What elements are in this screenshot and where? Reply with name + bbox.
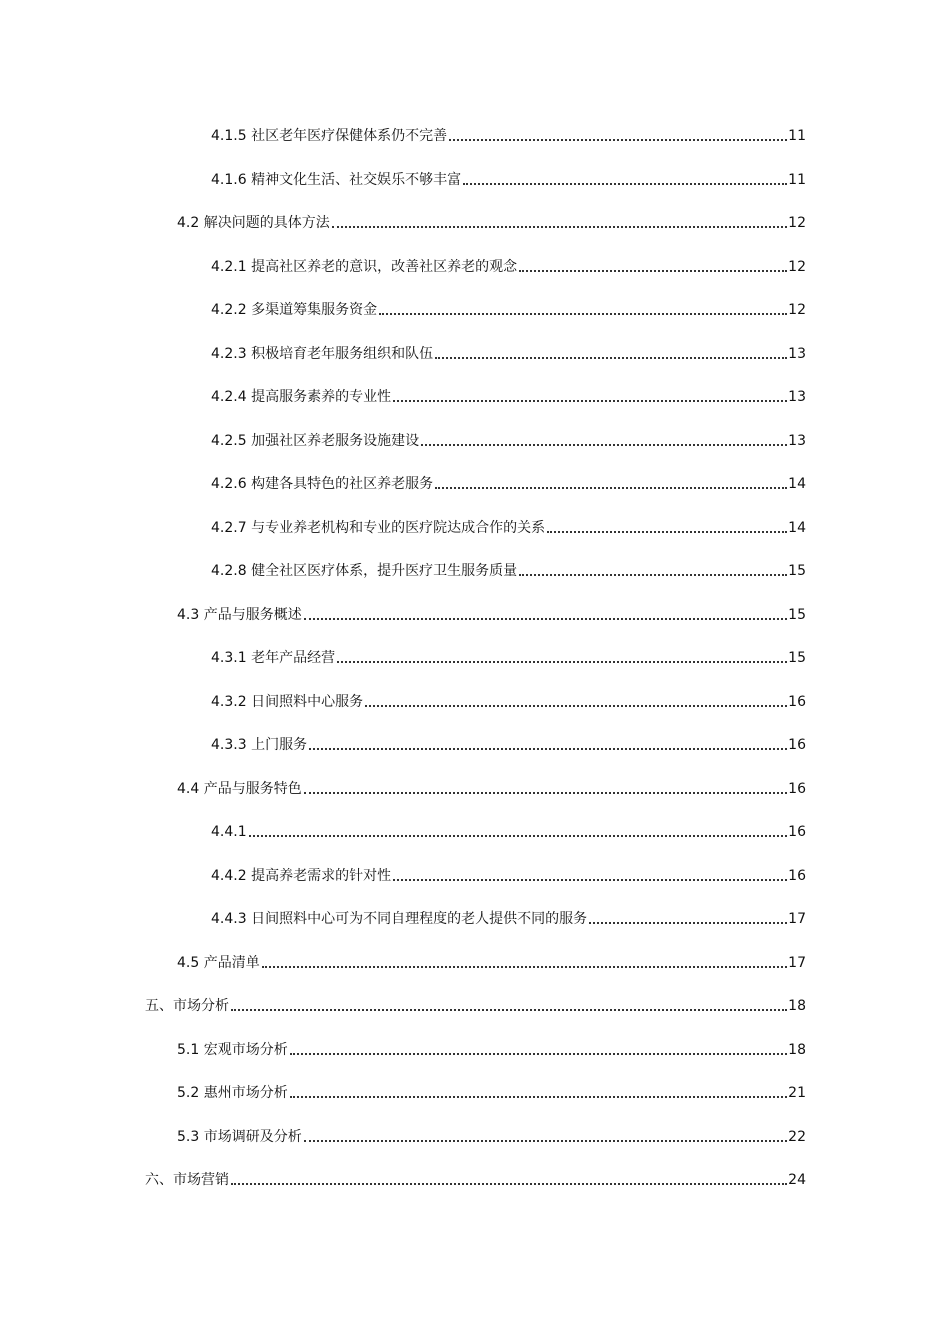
toc-dot-leader [304,792,787,794]
toc-entry-title: 4.4.3 日间照料中心可为不同自理程度的老人提供不同的服务 [211,911,588,927]
toc-dot-leader [304,1140,787,1142]
toc-page-number: 11 [788,128,806,144]
toc-entry[interactable] [0,431,950,451]
toc-entry[interactable] [0,953,950,973]
toc-page-number: 15 [788,650,806,666]
toc-page-number: 16 [788,824,806,840]
toc-entry[interactable] [0,300,950,320]
toc-dot-leader [309,748,787,750]
toc-page-number: 13 [788,432,806,449]
toc-entry-title: 4.4.1 [211,824,247,840]
toc-dot-leader [449,139,787,141]
toc-page-number: 12 [788,215,806,231]
toc-page-number: 21 [788,1085,806,1101]
toc-entry[interactable] [0,213,950,233]
toc-entry-title: 4.2 解决问题的具体方法 [177,215,330,231]
toc-entry-title: 4.2.4 提高服务素养的专业性 [211,389,392,405]
toc-entry[interactable] [0,996,950,1016]
toc-entry[interactable] [0,605,950,625]
toc-entry-title: 5.3 市场调研及分析 [177,1128,302,1145]
toc-page-number: 18 [788,998,806,1014]
toc-entry[interactable] [0,561,950,581]
toc-dot-leader [290,1053,787,1055]
toc-page-number: 16 [788,737,806,753]
toc-entry[interactable] [0,735,950,755]
toc-entry[interactable] [0,866,950,886]
toc-page-number: 11 [788,171,806,188]
toc-entry-title: 4.5 产品清单 [177,954,260,971]
toc-entry-title: 4.2.1 提高社区养老的意识，改善社区养老的观念 [211,258,518,275]
toc-dot-leader [231,1183,787,1185]
toc-entry[interactable] [0,1040,950,1060]
toc-entry[interactable] [0,474,950,494]
toc-dot-leader [249,835,788,837]
toc-dot-leader [304,618,787,620]
toc-entry-title: 4.3 产品与服务概述 [177,606,302,623]
toc-entry[interactable] [0,344,950,364]
toc-page-number: 13 [788,345,806,362]
toc-dot-leader [463,183,787,185]
toc-entry-title: 4.3.3 上门服务 [211,737,308,753]
toc-dot-leader [519,574,787,576]
toc-dot-leader [435,487,787,489]
toc-dot-leader [547,531,787,533]
toc-entry-title: 4.3.2 日间照料中心服务 [211,693,364,710]
toc-entry-title: 4.4.2 提高养老需求的针对性 [211,867,392,884]
toc-entry[interactable] [0,170,950,190]
toc-page-number: 16 [788,867,806,884]
toc-entry[interactable] [0,648,950,668]
toc-dot-leader [231,1009,787,1011]
toc-page-number: 24 [788,1172,806,1188]
toc-entry[interactable] [0,822,950,842]
toc-entry-title: 4.1.5 社区老年医疗保健体系仍不完善 [211,128,448,144]
toc-page-number: 17 [788,954,806,971]
toc-entry-title: 4.1.6 精神文化生活、社交娱乐不够丰富 [211,171,462,188]
toc-entry[interactable] [0,387,950,407]
toc-dot-leader [393,400,787,402]
toc-entry-title: 4.2.5 加强社区养老服务设施建设 [211,432,420,449]
toc-entry-title: 五、市场分析 [145,998,229,1014]
toc-page-number: 17 [788,911,806,927]
toc-entry[interactable] [0,126,950,146]
toc-page-number: 13 [788,389,806,405]
toc-entry-title: 4.2.6 构建各具特色的社区养老服务 [211,476,434,492]
toc-page-number: 16 [788,780,806,797]
toc-page-number: 12 [788,302,806,318]
toc-page-number: 15 [788,563,806,579]
toc-entry[interactable] [0,1127,950,1147]
toc-dot-leader [379,313,787,315]
toc-entry-title: 5.1 宏观市场分析 [177,1041,288,1058]
toc-page-number: 14 [788,519,806,536]
toc-entry[interactable] [0,1083,950,1103]
toc-entry[interactable] [0,909,950,929]
toc-entry-title: 4.2.3 积极培育老年服务组织和队伍 [211,345,434,362]
toc-dot-leader [332,226,787,228]
toc-page-number: 15 [788,606,806,623]
toc-page-number: 12 [788,258,806,275]
toc-dot-leader [393,879,787,881]
toc-dot-leader [290,1096,787,1098]
toc-entry[interactable] [0,779,950,799]
toc-dot-leader [589,922,787,924]
toc-entry-title: 4.4 产品与服务特色 [177,780,302,797]
toc-entry-title: 4.2.7 与专业养老机构和专业的医疗院达成合作的关系 [211,519,546,536]
toc-page-number: 22 [788,1128,806,1145]
toc-dot-leader [421,444,787,446]
toc-dot-leader [262,966,787,968]
toc-entry-title: 4.2.2 多渠道筹集服务资金 [211,302,378,318]
toc-entry[interactable] [0,1170,950,1190]
toc-entry-title: 六、市场营销 [145,1172,229,1188]
toc-page-number: 14 [788,476,806,492]
toc-entry[interactable] [0,257,950,277]
toc-entry-title: 5.2 惠州市场分析 [177,1085,288,1101]
toc-dot-leader [337,661,787,663]
toc-page-number: 18 [788,1041,806,1058]
toc-entry[interactable] [0,692,950,712]
toc-entry[interactable] [0,518,950,538]
toc-page-number: 16 [788,693,806,710]
toc-dot-leader [435,357,787,359]
toc-entry-title: 4.3.1 老年产品经营 [211,650,336,666]
table-of-contents [0,126,950,1214]
toc-dot-leader [519,270,787,272]
toc-dot-leader [365,705,787,707]
toc-entry-title: 4.2.8 健全社区医疗体系，提升医疗卫生服务质量 [211,563,518,579]
